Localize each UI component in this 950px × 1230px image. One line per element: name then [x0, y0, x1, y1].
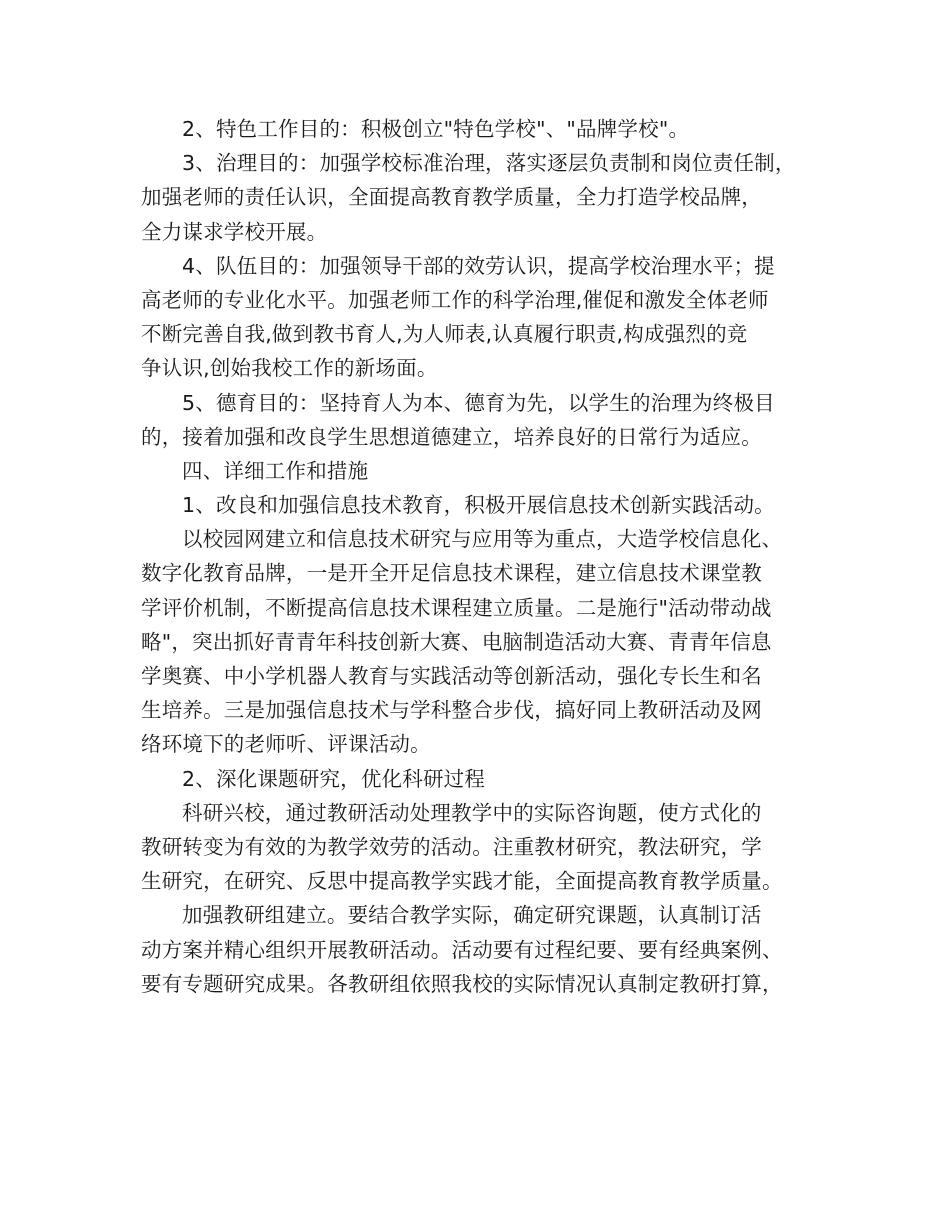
text-line: 数字化教育品牌，一是开全开足信息技术课程，建立信息技术课堂教: [141, 561, 762, 586]
text-line: 加强老师的责任认识，全面提高教育教学质量，全力打造学校品牌，: [141, 185, 762, 210]
text-line: 教研转变为有效的为教学效劳的活动。注重教材研究，教法研究，学: [141, 834, 762, 859]
text-line: 生培养。三是加强信息技术与学科整合步伐，搞好同上教研活动及网: [141, 698, 762, 723]
text-line: 加强教研组建立。要结合教学实际，确定研究课题，认真制订活: [182, 903, 762, 928]
text-line: 3、治理目的：加强学校标准治理，落实逐层负责制和岗位责任制，: [182, 151, 796, 176]
text-line: 5、德育目的：坚持育人为本、德育为先，以学生的治理为终极目: [182, 390, 775, 415]
section-heading: 四、详细工作和措施: [182, 458, 369, 483]
subsection-heading: 2、深化课题研究，优化科研过程: [182, 766, 486, 791]
text-line: 科研兴校，通过教研活动处理教学中的实际咨询题，使方式化的: [182, 800, 762, 825]
text-line: 4、队伍目的：加强领导干部的效劳认识，提高学校治理水平；提: [182, 253, 775, 278]
text-line: 争认识,创始我校工作的新场面。: [141, 356, 438, 381]
text-line: 以校园网建立和信息技术研究与应用等为重点，大造学校信息化、: [182, 527, 783, 552]
text-line: 的，接着加强和改良学生思想道德建立，培养良好的日常行为适应。: [141, 424, 762, 449]
text-line: 高老师的专业化水平。加强老师工作的科学治理,催促和激发全体老师: [141, 287, 769, 312]
text-line: 全力谋求学校开展。: [141, 219, 328, 244]
text-line: 络环境下的老师听、评课活动。: [141, 732, 431, 757]
document-body: [141, 112, 813, 1001]
text-line: 学评价机制，不断提高信息技术课程建立质量。二是施行"活动带动战: [141, 595, 772, 620]
text-line: 要有专题研究成果。各教研组依照我校的实际情况认真制定教研打算，: [141, 971, 783, 996]
subsection-heading: 1、改良和加强信息技术教育，积极开展信息技术创新实践活动。: [182, 493, 775, 518]
text-line: 动方案并精心组织开展教研活动。活动要有过程纪要、要有经典案例、: [141, 937, 783, 962]
text-line: 2、特色工作目的：积极创立"特色学校"、"品牌学校"。: [182, 117, 690, 141]
text-line: 不断完善自我,做到教书育人,为人师表,认真履行职责,构成强烈的竞: [141, 322, 748, 347]
text-line: 学奥赛、中小学机器人教育与实践活动等创新活动，强化专长生和名: [141, 664, 762, 688]
text-line: 略"，突出抓好青青年科技创新大赛、电脑制造活动大赛、青青年信息: [141, 629, 772, 654]
text-line: 生研究，在研究、反思中提高教学实践才能，全面提高教育教学质量。: [141, 869, 783, 894]
